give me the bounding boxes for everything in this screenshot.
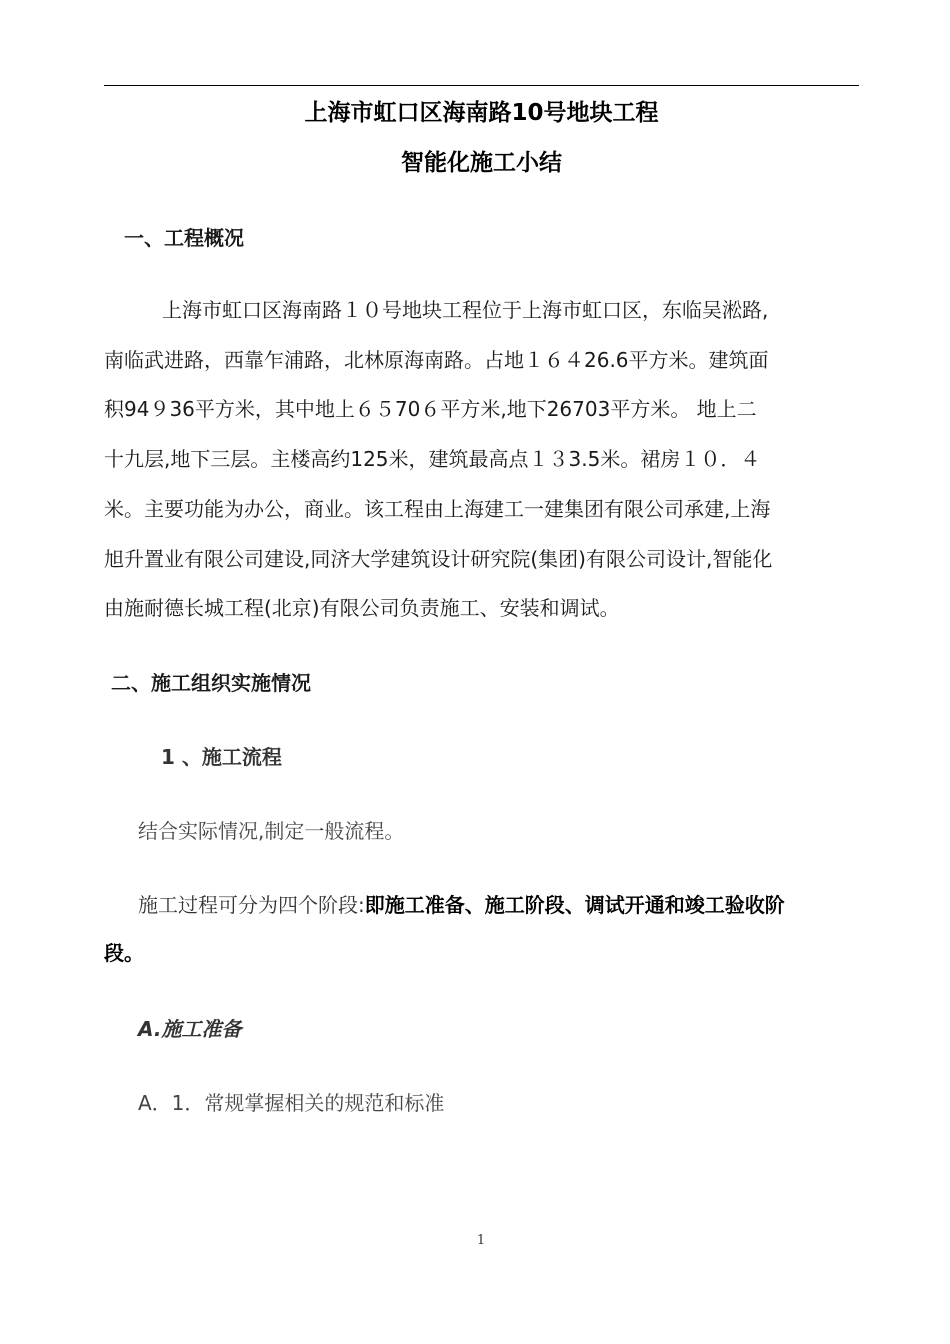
flow-paragraph: 结合实际情况,制定一般流程。 <box>138 819 405 843</box>
stages-bold-text: 即施工准备、施工阶段、调试开通和竣工验收阶 <box>364 893 785 917</box>
stages-line <box>104 929 864 977</box>
subsection-heading-flow: 1 、施工流程 <box>161 745 282 769</box>
paragraph-line: 南临武进路，西靠乍浦路，北林原海南路。占地１６４26.6平方米。建筑面 <box>104 347 769 372</box>
paragraph-line: 旭升置业有限公司建设,同济大学建筑设计研究院(集团)有限公司设计,智能化 <box>104 546 773 571</box>
paragraph-line: 积94９36平方米，其中地上６５70６平方米,地下26703平方米。 地上二 <box>104 397 757 422</box>
section-heading-organization: 二、施工组织实施情况 <box>111 671 311 695</box>
paragraph-line: 十九层,地下三层。主楼高约125米，建筑最高点１３3.5米。裙房１０．４ <box>104 447 761 472</box>
stages-line <box>104 881 864 929</box>
paragraph-line: 上海市虹口区海南路１０号地块工程位于上海市虹口区，东临吴淞路, <box>162 298 769 322</box>
stages-bold-text: 段。 <box>104 941 144 965</box>
item-a1: A．1．常规掌握相关的规范和标准 <box>138 1091 445 1115</box>
section-heading-overview: 一、工程概况 <box>124 226 244 250</box>
document-subtitle: 智能化施工小结 <box>401 150 562 176</box>
paragraph-line: 米。主要功能为办公，商业。该工程由上海建工一建集团有限公司承建,上海 <box>104 496 771 521</box>
header-rule <box>104 85 859 86</box>
document-title: 上海市虹口区海南路10号地块工程 <box>304 100 659 126</box>
stages-prefix: 施工过程可分为四个阶段: <box>138 893 365 917</box>
page-number: 1 <box>476 1233 486 1248</box>
subsection-heading-preparation: A.施工准备 <box>138 1017 242 1041</box>
stages-paragraph <box>104 881 864 977</box>
overview-paragraph <box>104 286 859 634</box>
paragraph-line: 由施耐德长城工程(北京)有限公司负责施工、安装和调试。 <box>104 596 620 621</box>
